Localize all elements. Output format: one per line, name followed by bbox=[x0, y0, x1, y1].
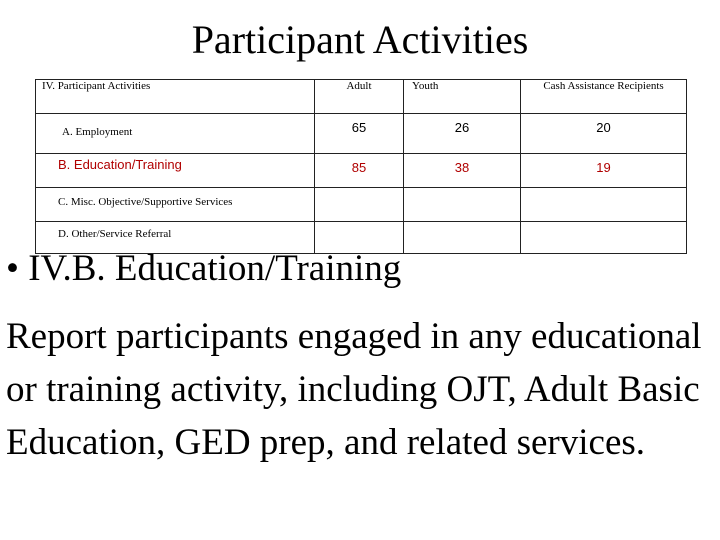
table-row bbox=[36, 114, 687, 154]
cell-education-youth: 38 bbox=[404, 154, 521, 188]
participant-activities-table bbox=[35, 79, 687, 254]
bullet-heading: • IV.B. Education/Training bbox=[6, 248, 402, 289]
cell-education-cash: 19 bbox=[521, 154, 687, 188]
slide-title: Participant Activities bbox=[191, 17, 529, 62]
table-header-row bbox=[36, 80, 687, 114]
cell-misc-cash bbox=[521, 188, 687, 222]
cell-other-cash bbox=[521, 222, 687, 254]
header-adult: Adult bbox=[315, 80, 404, 114]
cell-employment-adult: 65 bbox=[315, 114, 404, 154]
row-label-misc-services: C. Misc. Objective/Supportive Services bbox=[36, 188, 315, 222]
cell-education-adult: 85 bbox=[315, 154, 404, 188]
header-youth: Youth bbox=[404, 80, 521, 114]
row-label-education-training: B. Education/Training bbox=[36, 154, 315, 188]
row-label-employment: A. Employment bbox=[36, 114, 315, 154]
cell-employment-youth: 26 bbox=[404, 114, 521, 154]
cell-misc-youth bbox=[404, 188, 521, 222]
table-row bbox=[36, 188, 687, 222]
header-cash-assistance: Cash Assistance Recipients bbox=[521, 80, 687, 114]
table-row bbox=[36, 154, 687, 188]
row-label-other-referral: D. Other/Service Referral bbox=[36, 222, 315, 254]
cell-employment-cash: 20 bbox=[521, 114, 687, 154]
body-paragraph: Report participants engaged in any educational or training activity, including OJT, Adult Basic Education, GED prep, and related services. bbox=[6, 316, 702, 463]
header-activities: IV. Participant Activities bbox=[36, 80, 315, 114]
cell-other-youth bbox=[404, 222, 521, 254]
cell-misc-adult bbox=[315, 188, 404, 222]
